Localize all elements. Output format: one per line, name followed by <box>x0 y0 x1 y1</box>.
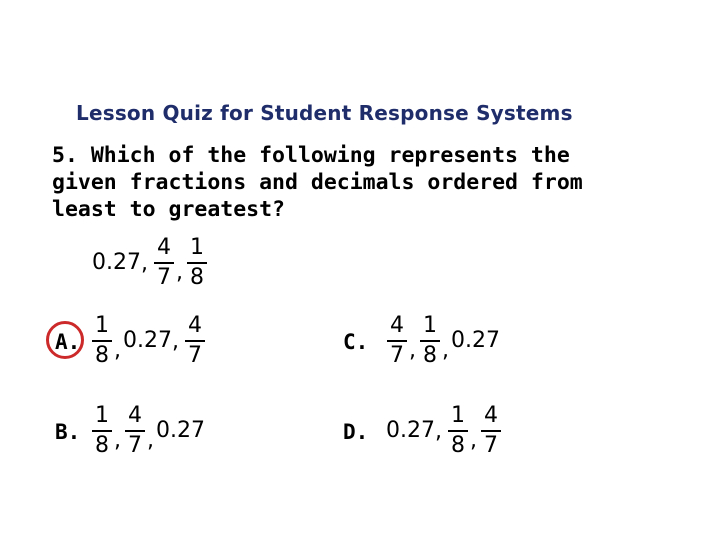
denominator: 7 <box>128 433 142 458</box>
separator: , <box>442 337 449 363</box>
separator: , <box>409 337 416 363</box>
numerator: 4 <box>390 313 404 338</box>
decimal: 0.27 <box>386 418 435 443</box>
numerator: 1 <box>95 403 109 428</box>
numerator: 4 <box>483 403 498 428</box>
fraction <box>92 313 112 369</box>
fraction <box>125 403 145 459</box>
denominator: 8 <box>95 343 109 368</box>
denominator: 7 <box>156 265 171 290</box>
fraction-bar <box>481 430 501 432</box>
decimal: 0.27 <box>123 328 172 353</box>
numerator: 1 <box>95 313 109 338</box>
denominator: 8 <box>450 433 465 458</box>
quiz-title: Lesson Quiz for Student Response Systems <box>76 101 573 125</box>
fraction <box>448 403 468 459</box>
choice-c-letter[interactable]: C. <box>343 330 369 354</box>
fraction-bar <box>185 340 205 342</box>
fraction <box>481 403 501 459</box>
fraction <box>92 403 112 459</box>
numerator: 4 <box>128 403 142 428</box>
choice-b-letter[interactable]: B. <box>55 420 81 444</box>
fraction-bar <box>125 430 145 432</box>
question-text <box>52 142 672 223</box>
choice-c-values[interactable] <box>385 313 500 369</box>
fraction <box>420 313 440 369</box>
numerator: 1 <box>189 235 204 260</box>
given-fraction-2 <box>187 235 207 291</box>
separator: , <box>171 328 179 354</box>
denominator: 7 <box>483 433 498 458</box>
fraction-bar <box>154 262 174 264</box>
separator: , <box>114 427 121 453</box>
question-line: given fractions and decimals ordered from <box>52 170 583 195</box>
separator: , <box>140 250 148 276</box>
fraction-bar <box>187 262 207 264</box>
fraction-bar <box>448 430 468 432</box>
decimal: 0.27 <box>156 418 205 443</box>
separator: , <box>147 427 154 453</box>
decimal: 0.27 <box>451 328 500 353</box>
denominator: 8 <box>95 433 109 458</box>
denominator: 7 <box>187 343 202 368</box>
separator: , <box>114 337 121 363</box>
denominator: 8 <box>189 265 204 290</box>
separator: , <box>469 427 477 453</box>
choice-a-values[interactable] <box>90 313 207 369</box>
fraction <box>185 313 205 369</box>
question-line: least to greatest? <box>52 197 285 222</box>
numerator: 4 <box>187 313 202 338</box>
denominator: 8 <box>423 343 437 368</box>
numerator: 4 <box>156 235 171 260</box>
separator: , <box>434 418 442 444</box>
given-decimal: 0.27 <box>92 250 141 275</box>
numerator: 1 <box>450 403 465 428</box>
given-fraction-1 <box>154 235 174 291</box>
fraction-bar <box>420 340 440 342</box>
fraction-bar <box>92 430 112 432</box>
fraction-bar <box>387 340 407 342</box>
choice-a-letter[interactable]: A. <box>55 330 81 354</box>
given-values <box>92 235 209 291</box>
denominator: 7 <box>390 343 404 368</box>
question-line: 5. Which of the following represents the <box>52 143 570 168</box>
separator: , <box>175 259 183 285</box>
choice-d-values[interactable] <box>386 403 503 459</box>
fraction <box>387 313 407 369</box>
numerator: 1 <box>423 313 437 338</box>
choice-d-letter[interactable]: D. <box>343 420 369 444</box>
fraction-bar <box>92 340 112 342</box>
choice-b-values[interactable] <box>90 403 205 459</box>
